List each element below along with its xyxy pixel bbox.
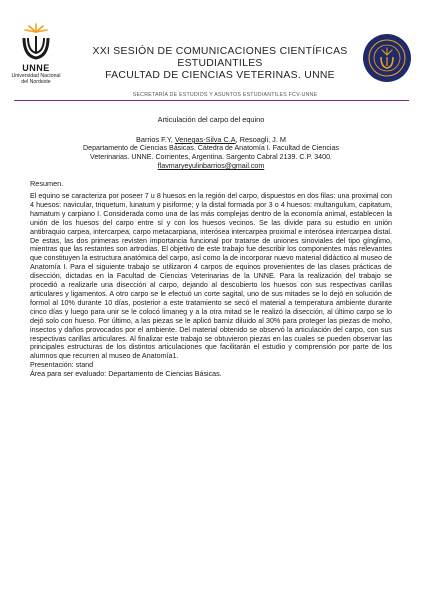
faculty-seal-icon bbox=[362, 33, 412, 83]
affiliation-line-1: Departamento de Ciencias Básicas. Cátedra de Anatomía I. Facultad de Ciencias bbox=[83, 144, 339, 152]
secretaria-line: SECRETARÍA DE ESTUDIOS Y ASUNTOS ESTUDIANTILES FCV-UNNE bbox=[132, 92, 318, 98]
affiliation-line-2: Veterinarias. UNNE. Corrientes, Argentina. Sargento Cabral 2139. C.P. 3400. bbox=[90, 153, 332, 161]
resumen-heading: Resumen. bbox=[30, 179, 64, 188]
article-title: Articulación del carpo del equino bbox=[157, 115, 265, 124]
unne-logo bbox=[6, 22, 66, 85]
university-subtitle-1: Universidad Nacional bbox=[11, 73, 61, 79]
presentation-type: Presentación: stand bbox=[30, 361, 94, 370]
author-3: , Resoagli, J. M bbox=[235, 135, 286, 144]
title-line-1: XXI SESIÓN DE COMUNICACIONES CIENTÍFICAS bbox=[92, 46, 348, 57]
author-email-link[interactable]: flavmaryeyulinbarrios@gmail.com bbox=[157, 162, 265, 170]
page-header bbox=[0, 0, 423, 100]
event-title bbox=[80, 46, 360, 82]
university-subtitle-2: del Nordeste bbox=[21, 79, 51, 85]
university-name: UNNE bbox=[22, 63, 50, 73]
authors-line bbox=[30, 135, 392, 144]
header-divider bbox=[14, 100, 409, 101]
author-1: Barrios F.Y, bbox=[136, 135, 173, 144]
evaluation-area: Área para ser evaluado: Departamento de Ciencias Básicas. bbox=[30, 370, 222, 379]
abstract-body: El equino se caracteriza por poseer 7 u 8 huesos en la región del carpo, dispuestos en dos filas: una proximal con 4 huesos: navicular, triquetum, lunatum y pisiforme; y la distal formada por 3 o 4 huesos: multangulum, capitatum, hamatum y carpiano I. Considerada como una de las más complejas dentro de la economía animal, establecen la unión de los huesos del carpo entre sí y con los huesos vecinos. Se las divide para su estudio en unión antibraquio carpea, intercarpea, carpo metacarpiana, interósea intercarpea proximal e interósea intercarpea distal. De estas, las dos primeras revisten importancia funcional por tratarse de uniones sinoviales del tipo gínglimo, mientras que las restantes son artrodias. El objetivo de este trabajo fue describir los componentes más relevantes que constituyen la estructura anatómica del carpo, así como la de incorporar nuevo material didáctico al museo de Anatomía I. Para el siguiente trabajo se utilizaron 4 carpos de equinos provenientes de las clases prácticas de disección, dictadas en la Facultad de Ciencias Veterinarias de la UNNE. Para la realización del trabajo se procedió a realizarle una disección al carpo, dejando al descubierto los huesos con sus respectivas carillas articulares y ligamentos. A otro carpo se le efectuó un corte sagital, uno de sus mitades se lo dejó en solución de formol al 10% durante 10 días, posterior a este tratamiento se secó el material a temperatura ambiente durante cinco días y luego para unir se le colocó limaneg y a la otra mitad se le realizó la disección, al último carpo se lo dejó solo con hueso. Por último, a las piezas se le aplicó barniz diluido al 30% para proteger las piezas de moho, insectos y daños provocados por el ambiente. Del material obtenido se observó la articulación del carpo, con sus respectivas carillas articulares. Al finalizar este trabajo se obtuvieron piezas en las cuales se pueden observar las principales estructuras de los distintos articulaciones que facilitarán el estudio y comprensión por parte de los alumnos que recurren al museo de Anatomía1. bbox=[30, 192, 392, 361]
unne-emblem-icon bbox=[19, 22, 53, 62]
title-line-3: FACULTAD DE CIENCIAS VETERINAS. UNNE bbox=[105, 70, 335, 81]
title-line-2: ESTUDIANTILES bbox=[177, 58, 263, 69]
abstract-article bbox=[30, 115, 392, 379]
author-2: Venegas-Silva C.A bbox=[174, 135, 236, 144]
